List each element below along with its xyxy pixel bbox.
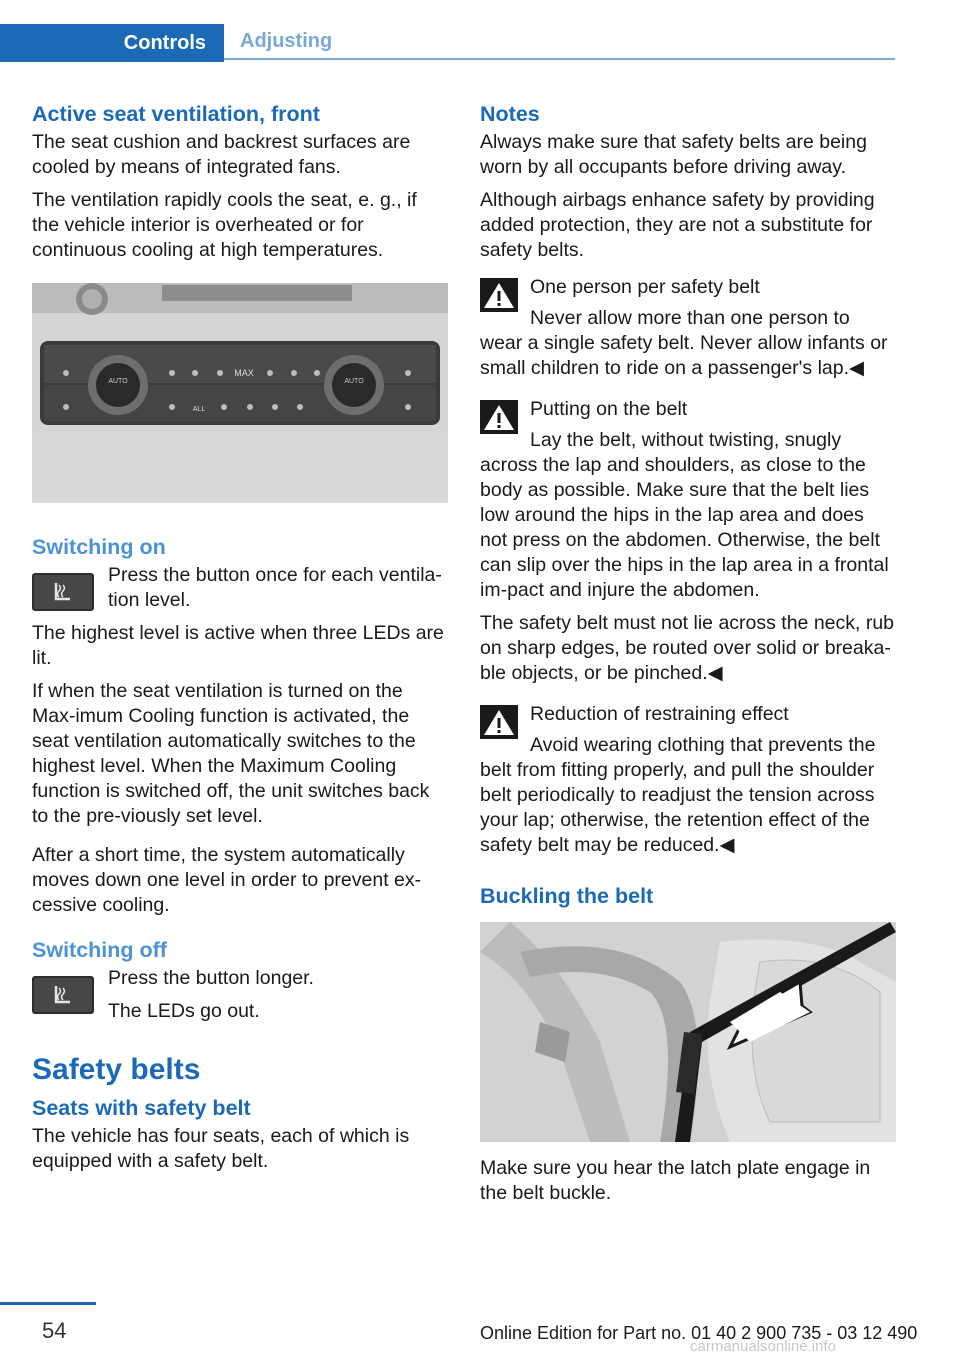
tab-controls[interactable]: Controls xyxy=(0,24,224,62)
warning-body: Lay the belt, without twisting, snugly across the lap and shoulders, as close to the body as possible. Make sure that the belt lies low around the hips in the lap area and does not press on the abdomen. Otherwise, the belt can slip over the hips in the lap area in a frontal im‐pact and injure the abdomen. xyxy=(480,429,889,601)
edition-note: Online Edition for Part no. 01 40 2 900 735 - 03 12 490 xyxy=(480,1323,918,1343)
instruction-text: The LEDs go out. xyxy=(108,1000,260,1022)
max-label: MAX xyxy=(234,368,254,378)
paragraph: The seat cushion and backrest surfaces are cooled by means of integrated fans. xyxy=(32,131,411,178)
warning-triangle-icon xyxy=(480,278,518,312)
paragraph: After a short time, the system automatically moves down one level in order to prevent ex‐cessive cooling. xyxy=(32,844,422,916)
seat-ventilation-button-icon xyxy=(32,573,94,611)
warning-body: Never allow more than one person to wear a single safety belt. Never allow infants or small children to ride on a passenger's lap.◀ xyxy=(480,307,888,379)
section-heading-seats-with-belt: Seats with safety belt xyxy=(32,1096,251,1120)
paragraph: The ventilation rapidly cools the seat, e. g., if the vehicle interior is overheated or for continuous cooling at high temperatures. xyxy=(32,189,417,261)
auto-label-right: AUTO xyxy=(344,378,364,385)
seat-ventilation-button-icon xyxy=(32,976,94,1014)
paragraph: Always make sure that safety belts are being worn by all occupants before driving away. xyxy=(480,131,867,178)
climate-panel-illustration xyxy=(32,283,448,503)
seat-belt-buckle-image xyxy=(480,922,896,1142)
right-column xyxy=(480,100,896,1214)
all-label: ALL xyxy=(192,406,206,413)
left-column xyxy=(32,100,448,1182)
warning-title: One person per safety belt xyxy=(530,276,760,298)
warning-body: Avoid wearing clothing that prevents the belt from fitting properly, and pull the shoulder belt periodically to readjust the tension across your lap; otherwise, the retention effect of the safety belt may be reduced.◀ xyxy=(480,734,876,856)
section-heading-buckling: Buckling the belt xyxy=(480,884,654,908)
tab-adjusting[interactable]: Adjusting xyxy=(224,24,895,60)
switching-off-instruction xyxy=(32,966,448,1024)
switching-on-instruction xyxy=(32,563,448,613)
footer-rule xyxy=(0,1302,96,1305)
section-heading-switching-off: Switching off xyxy=(32,938,167,962)
paragraph: Make sure you hear the latch plate engage in the belt buckle. xyxy=(480,1157,871,1204)
paragraph: Although airbags enhance safety by providing added protection, they are not a substitute for safety belts. xyxy=(480,189,875,261)
paragraph: The vehicle has four seats, each of which is equipped with a safety belt. xyxy=(32,1125,410,1172)
warning-triangle-icon xyxy=(480,400,518,434)
section-heading-switching-on: Switching on xyxy=(32,535,166,559)
warning-block xyxy=(480,397,896,603)
section-heading-seat-ventilation: Active seat ventilation, front xyxy=(32,102,320,126)
warning-block xyxy=(480,702,896,858)
paragraph: If when the seat ventilation is turned on the Max‐imum Cooling function is activated, the seat ventilation automatically switches to the highest level. When the Maximum Cooling function is switched off, the unit switches back to the pre‐viously set level. xyxy=(32,680,430,827)
section-heading-notes: Notes xyxy=(480,102,540,126)
instruction-text: Press the button once for each ventila‐tion level. xyxy=(108,564,442,611)
paragraph: The highest level is active when three LEDs are lit. xyxy=(32,622,444,669)
auto-label-left: AUTO xyxy=(108,378,128,385)
warning-title: Putting on the belt xyxy=(530,398,688,420)
page-number: 54 xyxy=(42,1318,67,1343)
warning-title: Reduction of restraining effect xyxy=(530,703,789,725)
warning-triangle-icon xyxy=(480,705,518,739)
paragraph: The safety belt must not lie across the neck, rub on sharp edges, be routed over solid or breaka‐ble objects, or be pinched.◀ xyxy=(480,612,895,684)
warning-block xyxy=(480,275,896,381)
watermark: carmanualsonline.info xyxy=(690,1338,836,1355)
section-heading-safety-belts: Safety belts xyxy=(32,1053,201,1086)
instruction-text: Press the button longer. xyxy=(108,967,314,989)
climate-control-panel-image xyxy=(32,283,448,503)
header-tabs xyxy=(0,24,895,62)
seat-belt-illustration xyxy=(480,922,896,1142)
